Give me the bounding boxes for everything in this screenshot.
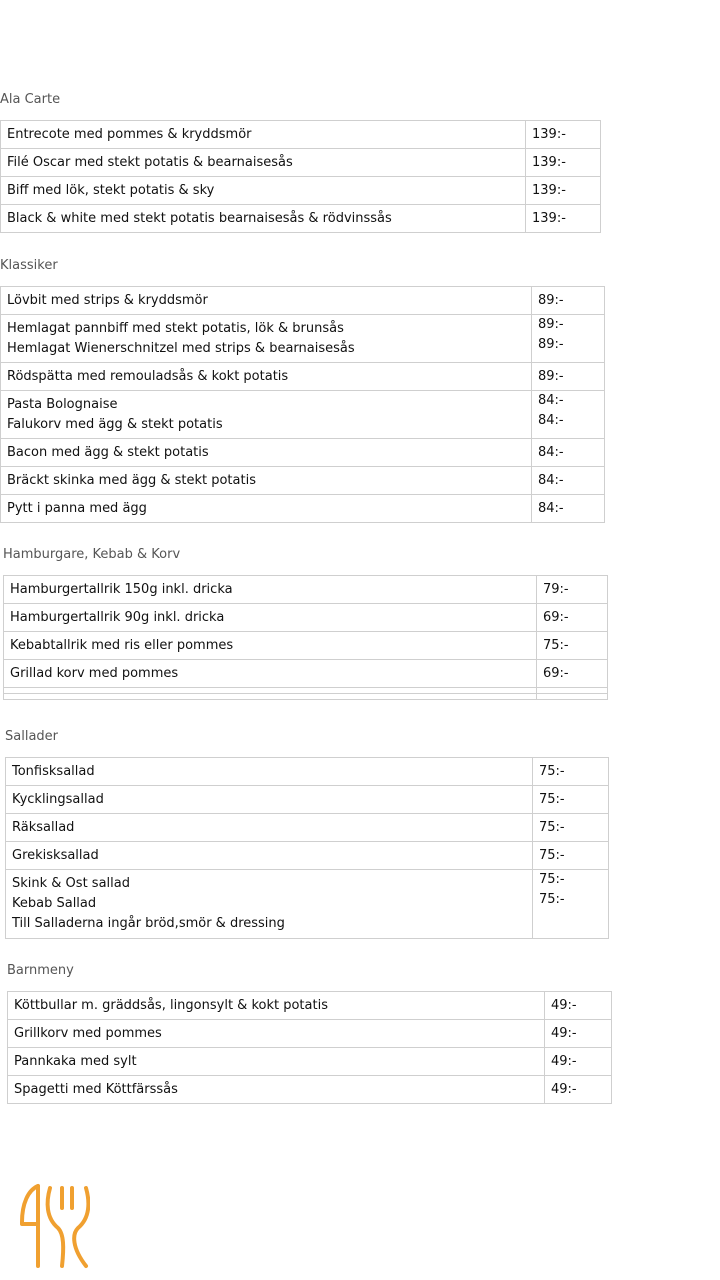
menu-item-name: Spagetti med Köttfärssås [14,1081,178,1097]
price-cell [533,758,609,786]
menu-item-name: Entrecote med pommes & kryddsmör [7,126,252,142]
menu-row [1,121,601,149]
item-cell [8,992,545,1020]
menu-item-name: Köttbullar m. gräddsås, lingonsylt & kokt potatis [14,997,328,1013]
menu-row [1,315,605,363]
menu-item-name: Pasta Bolognaise [7,396,118,412]
menu-item-name: Pytt i panna med ägg [7,500,147,516]
price-cell [537,694,608,700]
item-cell [1,363,532,391]
price-cell [545,1020,612,1048]
section-title: Barnmeny [7,963,74,978]
price-cell [526,121,601,149]
menu-item-price: 75:- [539,819,565,835]
price-cell [545,992,612,1020]
menu-item-name: Black & white med stekt potatis bearnaisesås & rödvinssås [7,210,392,226]
price-cell [532,315,605,363]
menu-table [5,757,609,939]
menu-section [7,963,612,1104]
item-cell [6,870,533,939]
item-cell [4,632,537,660]
menu-row [1,177,601,205]
menu-item-name: Hemlagat pannbiff med stekt potatis, lök & brunsås [7,320,344,336]
item-cell [1,121,526,149]
menu-row [1,391,605,439]
menu-item-price: 69:- [543,609,569,625]
menu-item-name: Kebab Sallad [12,896,97,911]
item-cell [4,660,537,688]
menu-table [0,120,601,233]
price-cell [533,786,609,814]
price-cell [532,391,605,439]
menu-section [0,92,601,233]
price-cell [537,632,608,660]
item-cell [4,604,537,632]
menu-item-price: 75:- [539,847,565,863]
price-cell [545,1048,612,1076]
menu-item-price: 84:- [538,500,564,516]
menu-row [4,694,608,700]
menu-item-name: Rödspätta med remouladsås & kokt potatis [7,368,289,384]
price-cell [533,870,609,939]
menu-item-price: 49:- [551,1081,577,1097]
item-cell [1,467,532,495]
menu-item-price: 49:- [551,997,577,1013]
item-cell [1,287,532,315]
menu-item-price: 75:- [539,791,565,807]
price-cell [533,814,609,842]
menu-item-name: Falukorv med ägg & stekt potatis [7,416,223,432]
item-cell [1,391,532,439]
menu-row [1,205,601,233]
menu-item-name: Bacon med ägg & stekt potatis [7,444,209,460]
menu-row [6,786,609,814]
price-cell [537,576,608,604]
menu-item-name: Kycklingsallad [12,791,104,807]
menu-table [7,991,612,1104]
menu-section [5,729,609,939]
price-cell [533,842,609,870]
price-cell [532,467,605,495]
menu-item-price: 84:- [538,472,564,488]
menu-item-price: 69:- [543,665,569,681]
menu-item-price: 139:- [532,182,566,198]
knife-fork-icon [14,1182,90,1270]
menu-row [4,660,608,688]
menu-item-price: 89:- [538,292,564,308]
menu-table [3,575,608,700]
menu-row [8,992,612,1020]
menu-item-price: 75:- [539,892,565,907]
menu-item-price: 75:- [539,872,565,887]
menu-item-price: 89:- [538,317,564,332]
price-cell [532,363,605,391]
menu-item-price: 84:- [538,413,564,428]
section-title: Ala Carte [0,92,61,107]
price-cell [532,495,605,523]
menu-row [1,149,601,177]
item-cell [1,205,526,233]
price-cell [526,177,601,205]
menu-item-price: 75:- [543,637,569,653]
item-cell [6,842,533,870]
price-cell [526,205,601,233]
item-cell [4,694,537,700]
item-cell [1,439,532,467]
menu-item-name: Hemlagat Wienerschnitzel med strips & bearnaisesås [7,340,355,356]
item-cell [1,315,532,363]
menu-row [1,287,605,315]
menu-item-name: Hamburgertallrik 150g inkl. dricka [10,581,233,597]
section-title: Sallader [5,729,59,744]
menu-row [8,1048,612,1076]
price-cell [532,439,605,467]
menu-row [8,1020,612,1048]
menu-row [4,632,608,660]
menu-section [0,258,605,523]
section-title: Klassiker [0,258,58,273]
menu-item-name: Tonfisksallad [12,763,95,779]
menu-item-price: 49:- [551,1053,577,1069]
menu-item-name: Bräckt skinka med ägg & stekt potatis [7,472,256,488]
menu-item-name: Räksallad [12,819,75,835]
menu-row [6,814,609,842]
menu-item-name: Grillkorv med pommes [14,1025,162,1041]
item-cell [6,814,533,842]
price-cell [537,604,608,632]
menu-item-name: Hamburgertallrik 90g inkl. dricka [10,609,225,625]
menu-row [1,363,605,391]
item-cell [6,758,533,786]
item-cell [6,786,533,814]
item-cell [1,149,526,177]
menu-section [3,547,608,700]
menu-row [8,1076,612,1104]
menu-item-name: Lövbit med strips & kryddsmör [7,292,208,308]
menu-item-name: Skink & Ost sallad [12,876,130,891]
item-cell [8,1076,545,1104]
menu-item-name: Pannkaka med sylt [14,1053,137,1069]
menu-item-price: 139:- [532,210,566,226]
item-cell [8,1048,545,1076]
menu-item-price: 49:- [551,1025,577,1041]
section-title: Hamburgare, Kebab & Korv [3,547,181,562]
menu-row [4,576,608,604]
menu-row [6,842,609,870]
menu-row [1,439,605,467]
menu-item-price: 139:- [532,154,566,170]
menu-item-name: Biff med lök, stekt potatis & sky [7,182,215,198]
menu-item-name: Grillad korv med pommes [10,665,179,681]
menu-row [6,870,609,939]
menu-item-name: Till Salladerna ingår bröd,smör & dressing [12,916,285,931]
menu-item-price: 84:- [538,444,564,460]
menu-row [4,604,608,632]
price-cell [526,149,601,177]
price-cell [545,1076,612,1104]
menu-item-name: Grekisksallad [12,847,99,863]
item-cell [1,495,532,523]
item-cell [4,576,537,604]
menu-row [1,495,605,523]
price-cell [532,287,605,315]
menu-item-name: Filé Oscar med stekt potatis & bearnaisesås [7,154,293,170]
menu-item-price: 139:- [532,126,566,142]
menu-item-price: 79:- [543,581,569,597]
menu-item-price: 89:- [538,368,564,384]
menu-item-price: 75:- [539,763,565,779]
menu-item-name: Kebabtallrik med ris eller pommes [10,637,234,653]
price-cell [537,660,608,688]
item-cell [8,1020,545,1048]
menu-item-price: 89:- [538,337,564,352]
menu-table [0,286,605,523]
menu-row [1,467,605,495]
menu-row [6,758,609,786]
item-cell [1,177,526,205]
menu-item-price: 84:- [538,393,564,408]
